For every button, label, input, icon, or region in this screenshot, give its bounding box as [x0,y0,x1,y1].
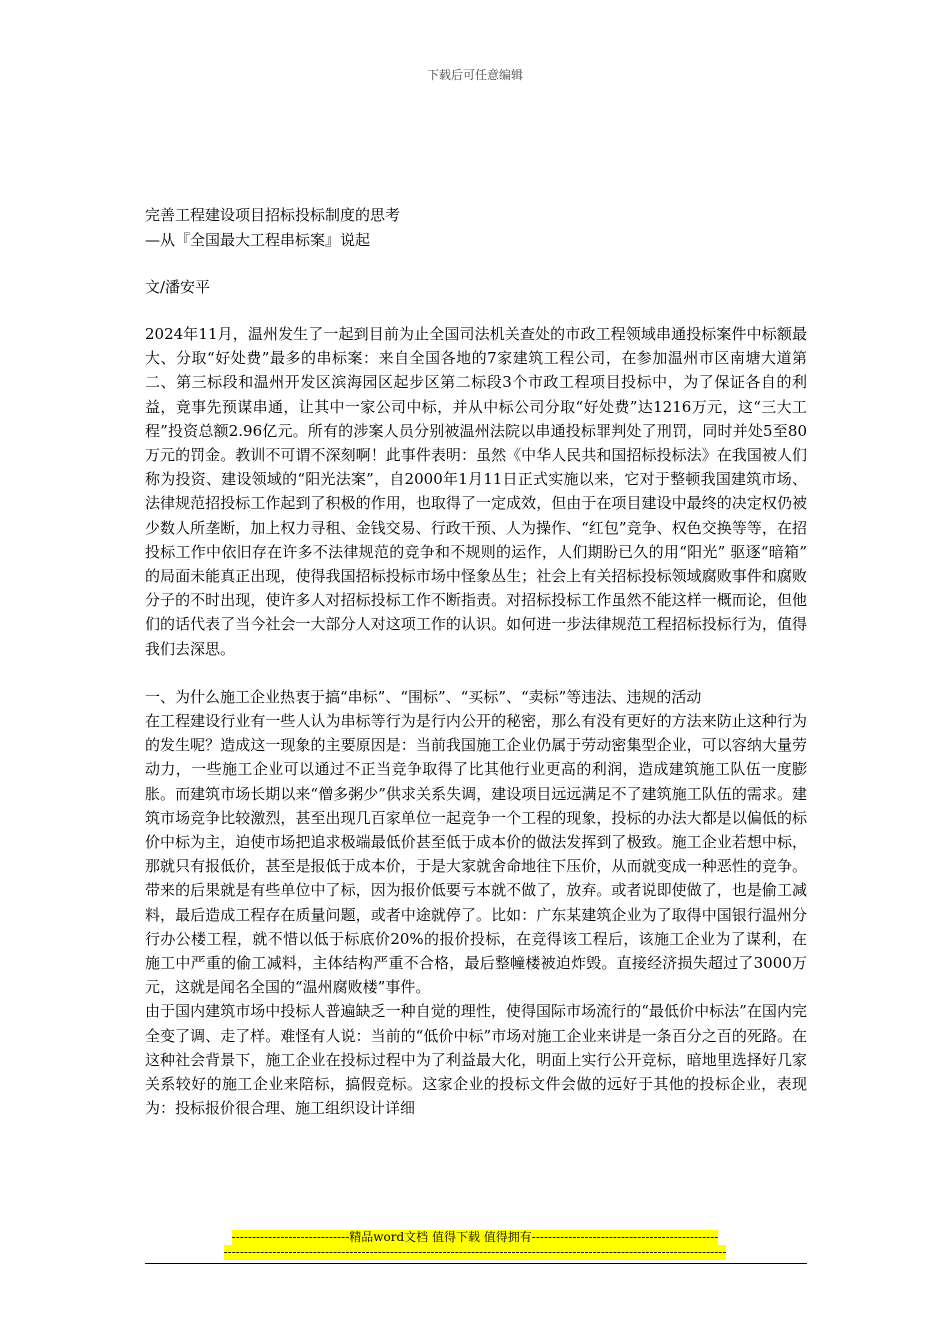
footer-banner [0,1230,950,1260]
document-body [145,322,807,1121]
body-paragraph: 由于国内建筑市场中投标人普遍缺乏一种自觉的理性，使得国际市场流行的“最低价中标法”在国内完全变了调、走了样。难怪有人说：当前的“低价中标”市场对施工企业来讲是一条百分之百的死路。在这种社会背景下，施工企业在投标过程中为了利益最大化，明面上实行公开竞标，暗地里选择好几家关系较好的施工企业来陪标，搞假竞标。这家企业的投标文件会做的远好于其他的投标企业，表现为：投标报价很合理、施工组织设计详细 [145,1002,807,1118]
footer-banner-line-1: -----------------------------精品word文档 值得下载 值得拥有---------------------------------------------- [231,1230,719,1244]
footer-banner-line-2: ---------------------------------------------------------------------------------------------------------------------------- [223,1245,727,1259]
body-paragraph: 在工程建设行业有一些人认为串标等行为是行内公开的秘密，那么有没有更好的方法来防止这种行为的发生呢？造成这一现象的主要原因是：当前我国施工企业仍属于劳动密集型企业，可以容纳大量劳动力，一些施工企业可以通过不正当竞争取得了比其他行业更高的利润，造成建筑施工队伍一度膨胀。而建筑市场长期以来“僧多粥少”供求关系失调，建设项目远远满足不了建筑施工队伍的需求。建筑市场竞争比较激烈，甚至出现几百家单位一起竞争一个工程的现象，投标的办法大都是以偏低的标价中标为主，迫使市场把追求极端最低价甚至低于成本价的做法发挥到了极致。施工企业若想中标，那就只有报低价，甚至是报低于成本价，于是大家就舍命地往下压价，从而就变成一种恶性的竞争。带来的后果就是有些单位中了标，因为报价低要亏本就不做了，放弃。或者说即使做了，也是偷工减料，最后造成工程存在质量问题，或者中途就停了。比如：广东某建筑企业为了取得中国银行温州分行办公楼工程，就不惜以低于标底价20%的报价投标，在竞得该工程后，该施工企业为了谋利，在施工中严重的偷工减料，主体结构严重不合格，最后整幢楼被迫炸毁。直接经济损失超过了3000万元，这就是闻名全国的“温州腐败楼”事件。 [145,712,807,997]
section-heading: 一、为什么施工企业热衷于搞“串标”、“围标”、“买标”、“卖标”等违法、违规的活动 [145,687,702,706]
footer-divider [145,1263,807,1264]
intro-paragraph: 2024年11月，温州发生了一起到目前为止全国司法机关查处的市政工程领域串通投标案件中标额最大、分取“好处费”最多的串标案：来自全国各地的7家建筑工程公司，在参加温州市区南塘大道第二、第三标段和温州开发区滨海园区起步区第二标段3个市政工程项目投标中，为了保证各自的利益，竟事先预谋串通，让其中一家公司中标，并从中标公司分取“好处费”达1216万元，这“三大工程”投资总额2.96亿元。所有的涉案人员分别被温州法院以串通投标罪判处了刑罚，同时并处5至80万元的罚金。教训不可谓不深刻啊！此事件表明：虽然《中华人民共和国招标投标法》在我国被人们称为投资、建设领域的“阳光法案”，自2000年1月11日正式实施以来，它对于整顿我国建筑市场、法律规范招投标工作起到了积极的作用，也取得了一定成效，但由于在项目建设中最终的决定权仍被少数人所垄断，加上权力寻租、金钱交易、行政干预、人为操作、“红包”竞争、权色交换等等，在招投标工作中依旧存在许多不法律规范的竞争和不规则的运作，人们期盼已久的用“阳光” 驱逐“暗箱” 的局面未能真正出现，使得我国招标投标市场中怪象丛生；社会上有关招标投标领域腐败事件和腐败分子的不时出现，使许多人对招标投标工作不断指责。对招标投标工作虽然不能这样一概而论，但他们的话代表了当今社会一大部分人对这项工作的认识。如何进一步法律规范工程招标投标行为，值得我们去深思。 [145,325,807,658]
title-block [145,203,400,253]
document-title: 完善工程建设项目招标投标制度的思考 [145,206,401,224]
document-subtitle: —从『全国最大工程串标案』说起 [145,231,371,249]
author-line: 文/潘安平 [145,278,211,296]
header-note: 下载后可任意编辑 [426,68,523,82]
